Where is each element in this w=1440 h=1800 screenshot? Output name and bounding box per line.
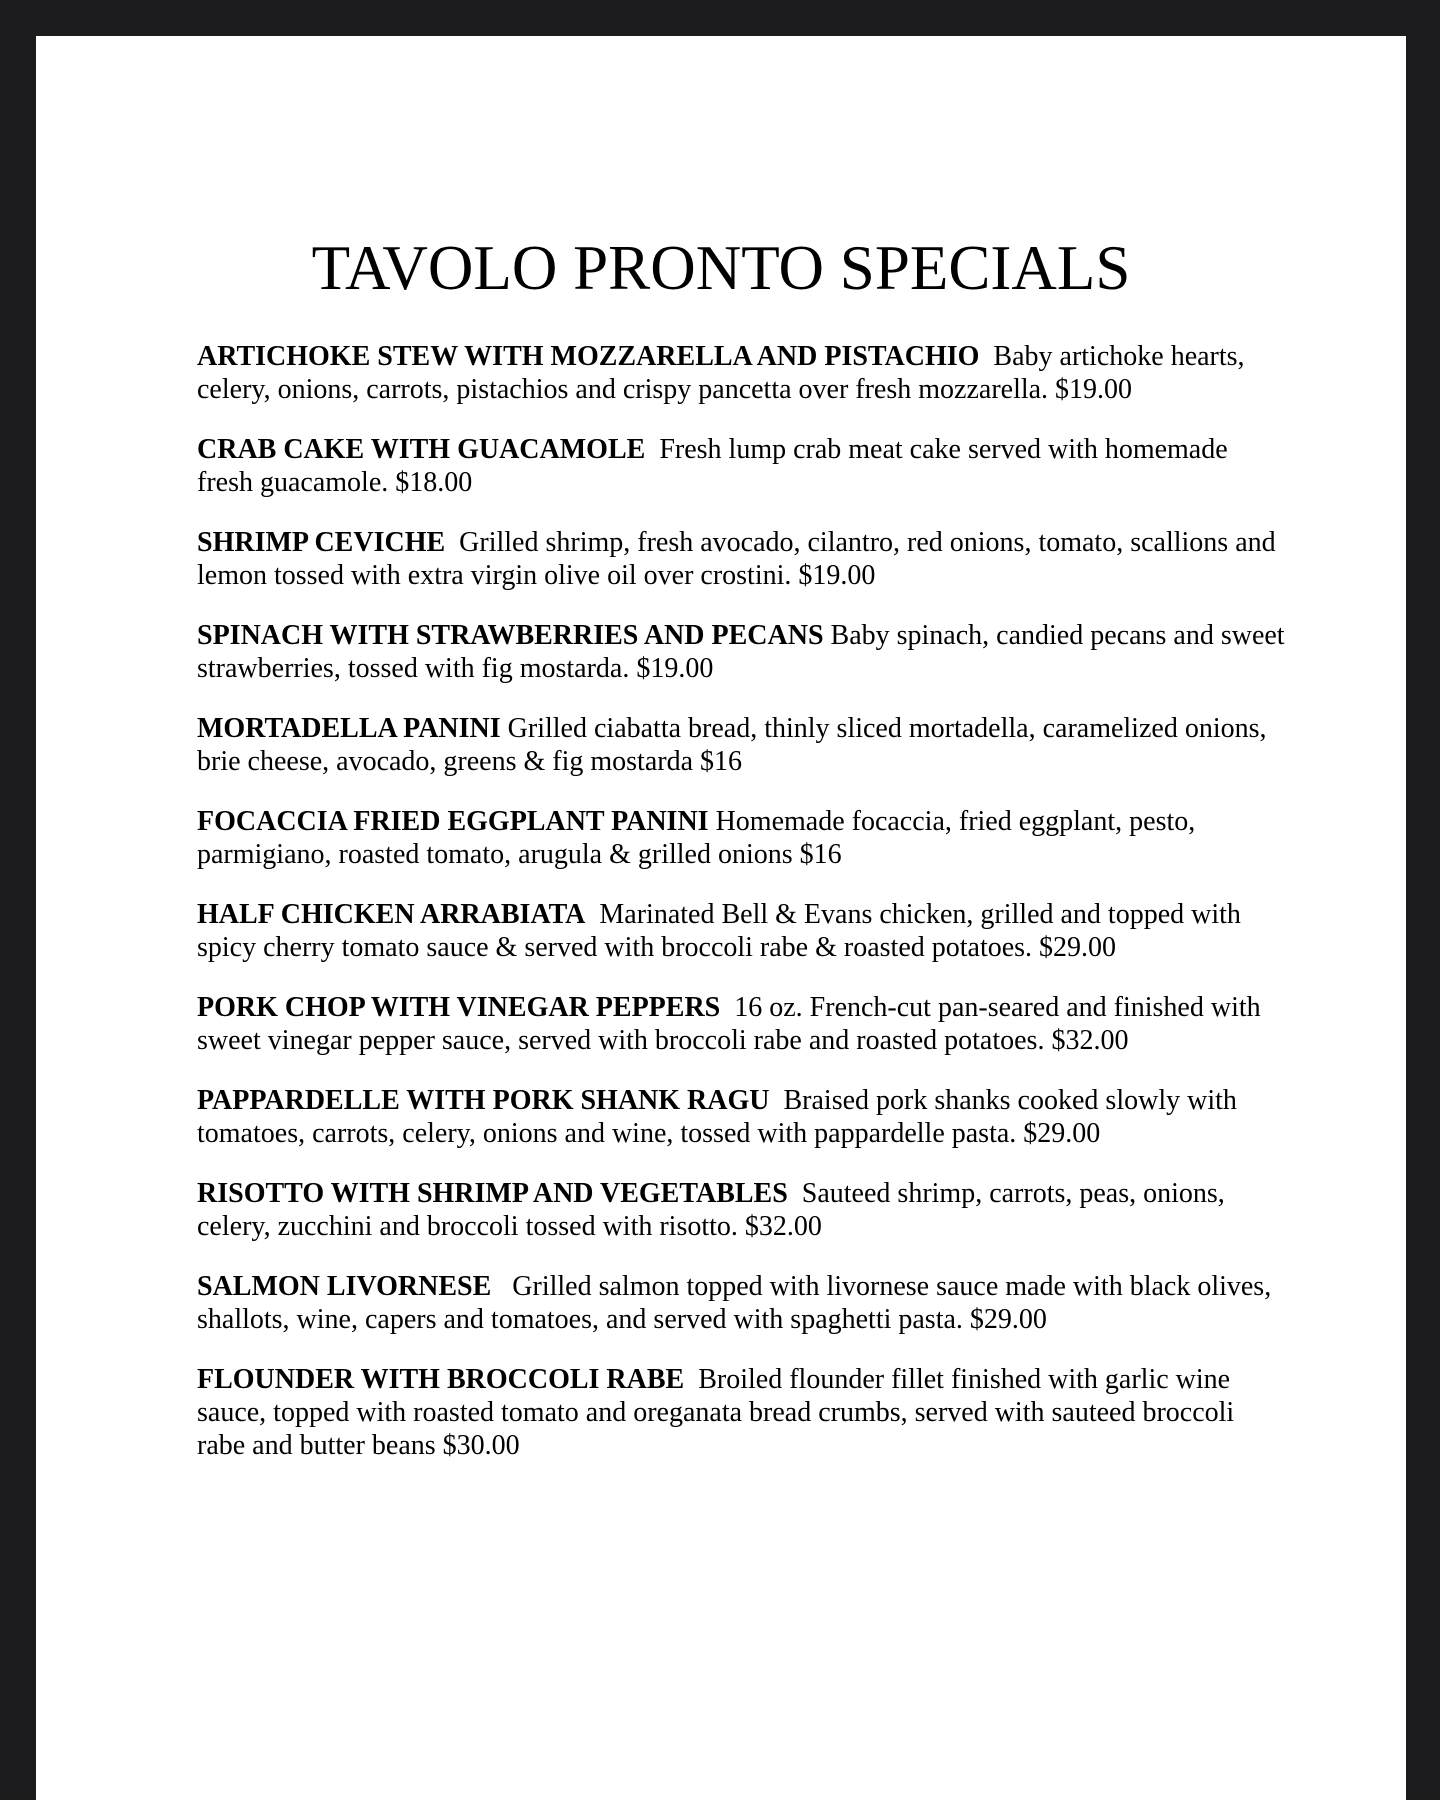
menu-item-description: Baby artichoke hearts, celery, onions, carrots, pistachios and crispy pancetta over fresh mozzarella. $19.00 bbox=[197, 341, 1245, 405]
menu-item bbox=[197, 805, 1287, 871]
menu-item bbox=[197, 340, 1287, 406]
menu-item-name: SALMON LIVORNESE bbox=[197, 1271, 492, 1302]
menu-item-name: PORK CHOP WITH VINEGAR PEPPERS bbox=[197, 992, 721, 1023]
menu-item-name: HALF CHICKEN ARRABIATA bbox=[197, 899, 586, 930]
menu-item-description: Broiled flounder fillet finished with garlic wine sauce, topped with roasted tomato and oreganata bread crumbs, served with sauteed broccoli rabe and butter beans $30.00 bbox=[197, 1364, 1235, 1461]
menu-item-name: RISOTTO WITH SHRIMP AND VEGETABLES bbox=[197, 1178, 788, 1209]
menu-item bbox=[197, 1363, 1287, 1462]
menu-item-name: FLOUNDER WITH BROCCOLI RABE bbox=[197, 1364, 685, 1395]
menu-item bbox=[197, 898, 1287, 964]
menu-item-description: Grilled salmon topped with livornese sauce made with black olives, shallots, wine, capers and tomatoes, and served with spaghetti pasta. $29.00 bbox=[197, 1271, 1272, 1335]
menu-item-description: Baby spinach, candied pecans and sweet strawberries, tossed with fig mostarda. $19.00 bbox=[197, 620, 1285, 684]
menu-item-name: SHRIMP CEVICHE bbox=[197, 527, 446, 558]
menu-item-name: ARTICHOKE STEW WITH MOZZARELLA AND PISTACHIO bbox=[197, 341, 980, 372]
specials-list bbox=[197, 340, 1287, 1489]
menu-item-description: Marinated Bell & Evans chicken, grilled and topped with spicy cherry tomato sauce & served with broccoli rabe & roasted potatoes. $29.00 bbox=[197, 899, 1241, 963]
menu-item bbox=[197, 1177, 1287, 1243]
menu-title: TAVOLO PRONTO SPECIALS bbox=[311, 233, 1131, 303]
menu-item-description: 16 oz. French-cut pan-seared and finished with sweet vinegar pepper sauce, served with broccoli rabe and roasted potatoes. $32.00 bbox=[197, 992, 1261, 1056]
menu-item-description: Homemade focaccia, fried eggplant, pesto, parmigiano, roasted tomato, arugula & grilled onions $16 bbox=[197, 806, 1196, 870]
menu-page bbox=[36, 36, 1406, 1800]
menu-item-description: Sauteed shrimp, carrots, peas, onions, celery, zucchini and broccoli tossed with risotto. $32.00 bbox=[197, 1178, 1225, 1242]
menu-item-description: Braised pork shanks cooked slowly with tomatoes, carrots, celery, onions and wine, tossed with pappardelle pasta. $29.00 bbox=[197, 1085, 1237, 1149]
menu-item bbox=[197, 1084, 1287, 1150]
menu-item-name: SPINACH WITH STRAWBERRIES AND PECANS bbox=[197, 620, 824, 651]
menu-item-name: FOCACCIA FRIED EGGPLANT PANINI bbox=[197, 806, 709, 837]
menu-item bbox=[197, 1270, 1287, 1336]
menu-item-description: Grilled ciabatta bread, thinly sliced mortadella, caramelized onions, brie cheese, avocado, greens & fig mostarda $16 bbox=[197, 713, 1267, 777]
menu-item-description: Grilled shrimp, fresh avocado, cilantro, red onions, tomato, scallions and lemon tossed with extra virgin olive oil over crostini. $19.00 bbox=[197, 527, 1276, 591]
menu-item bbox=[197, 526, 1287, 592]
menu-item bbox=[197, 433, 1287, 499]
menu-item bbox=[197, 619, 1287, 685]
menu-item-name: PAPPARDELLE WITH PORK SHANK RAGU bbox=[197, 1085, 770, 1116]
menu-item bbox=[197, 712, 1287, 778]
menu-item-description: Fresh lump crab meat cake served with homemade fresh guacamole. $18.00 bbox=[197, 434, 1228, 498]
menu-item-name: MORTADELLA PANINI bbox=[197, 713, 501, 744]
menu-item bbox=[197, 991, 1287, 1057]
menu-item-name: CRAB CAKE WITH GUACAMOLE bbox=[197, 434, 646, 465]
